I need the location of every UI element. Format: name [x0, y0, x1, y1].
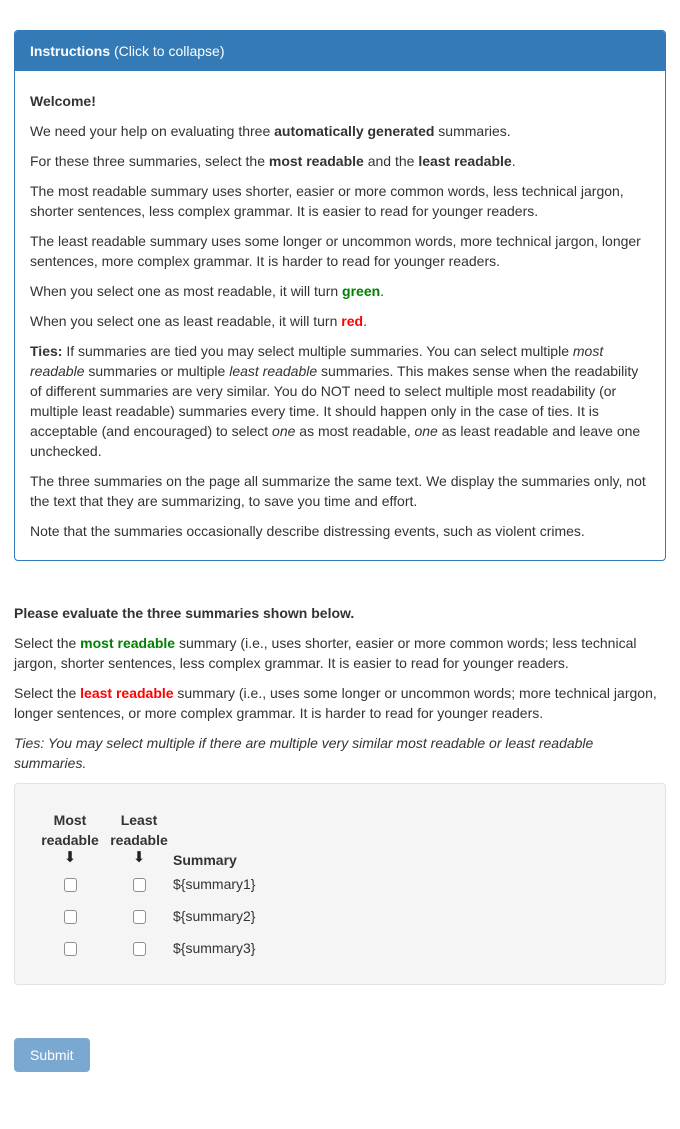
welcome-text: Welcome! — [30, 93, 96, 109]
least-readable-checkbox-1[interactable] — [133, 878, 146, 892]
down-arrow-icon: ⬇ — [63, 849, 77, 866]
task-heading: Please evaluate the three summaries shown below. — [14, 605, 355, 621]
instructions-header[interactable]: Instructions (Click to collapse) — [15, 31, 665, 71]
summary-row-2 — [35, 900, 255, 932]
least-readable-column-header — [105, 810, 173, 868]
instructions-ties-paragraph: Ties: If summaries are tied you may select multiple summaries. You can select multiple most readable summaries or multiple least readable summaries. This makes sense when the readability of different summaries are very similar. You do NOT need to select multiple most readability (or multiple least readable) summaries every time. It should happen only in the case of ties. It is acceptable (and encouraged) to select one as most readable, one as least readable and leave one unchecked. — [30, 343, 641, 459]
instructions-paragraph: The most readable summary uses shorter, easier or more common words, less technical jargon, shorter sentences, less complex grammar. It is easier to read for younger readers. — [30, 183, 624, 219]
instructions-note-paragraph: Note that the summaries occasionally describe distressing events, such as violent crimes. — [30, 523, 585, 539]
instructions-paragraph: We need your help on evaluating three automatically generated summaries. — [30, 123, 511, 139]
summary-column-header: Summary — [173, 852, 237, 868]
summary-text-1: ${summary1} — [173, 876, 256, 892]
task-ties-paragraph: Ties: You may select multiple if there are multiple very similar most readable or least readable summaries. — [14, 735, 594, 771]
most-readable-checkbox-1[interactable] — [64, 878, 77, 892]
task-least-readable-paragraph: Select the least readable summary (i.e., uses some longer or uncommon words; more technical jargon, longer sentences, or more complex grammar. It is harder to read for younger readers. — [14, 685, 657, 721]
summary-text-3: ${summary3} — [173, 940, 256, 956]
most-readable-checkbox-2[interactable] — [64, 910, 77, 924]
instructions-paragraph: When you select one as most readable, it will turn green. — [30, 283, 385, 299]
instructions-paragraph: For these three summaries, select the most readable and the least readable. — [30, 153, 516, 169]
instructions-panel — [14, 30, 666, 561]
page-content — [14, 30, 666, 1072]
summary-row-1 — [35, 868, 255, 900]
least-readable-header-label: Least readable — [110, 812, 168, 848]
instructions-paragraph: The least readable summary uses some longer or uncommon words, more technical jargon, longer sentences, more complex grammar. It is harder to read for younger readers. — [30, 233, 641, 269]
least-readable-checkbox-3[interactable] — [133, 942, 146, 956]
instructions-paragraph: When you select one as least readable, it will turn red. — [30, 313, 367, 329]
summary-table — [35, 810, 255, 964]
summary-selection-panel — [14, 783, 666, 985]
most-readable-checkbox-3[interactable] — [64, 942, 77, 956]
summary-text-2: ${summary2} — [173, 908, 256, 924]
summary-row-3 — [35, 932, 255, 964]
down-arrow-icon: ⬇ — [132, 849, 146, 866]
task-most-readable-paragraph: Select the most readable summary (i.e., uses shorter, easier or more common words; less technical jargon, shorter sentences, less complex grammar. It is easier to read for younger readers. — [14, 635, 637, 671]
least-readable-checkbox-2[interactable] — [133, 910, 146, 924]
most-readable-column-header — [35, 810, 105, 868]
instructions-paragraph: The three summaries on the page all summarize the same text. We display the summaries only, not the text that they are summarizing, to save you time and effort. — [30, 473, 646, 509]
most-readable-header-label: Most readable — [41, 812, 99, 848]
submit-button[interactable]: Submit — [14, 1038, 90, 1072]
instructions-body — [15, 71, 665, 560]
